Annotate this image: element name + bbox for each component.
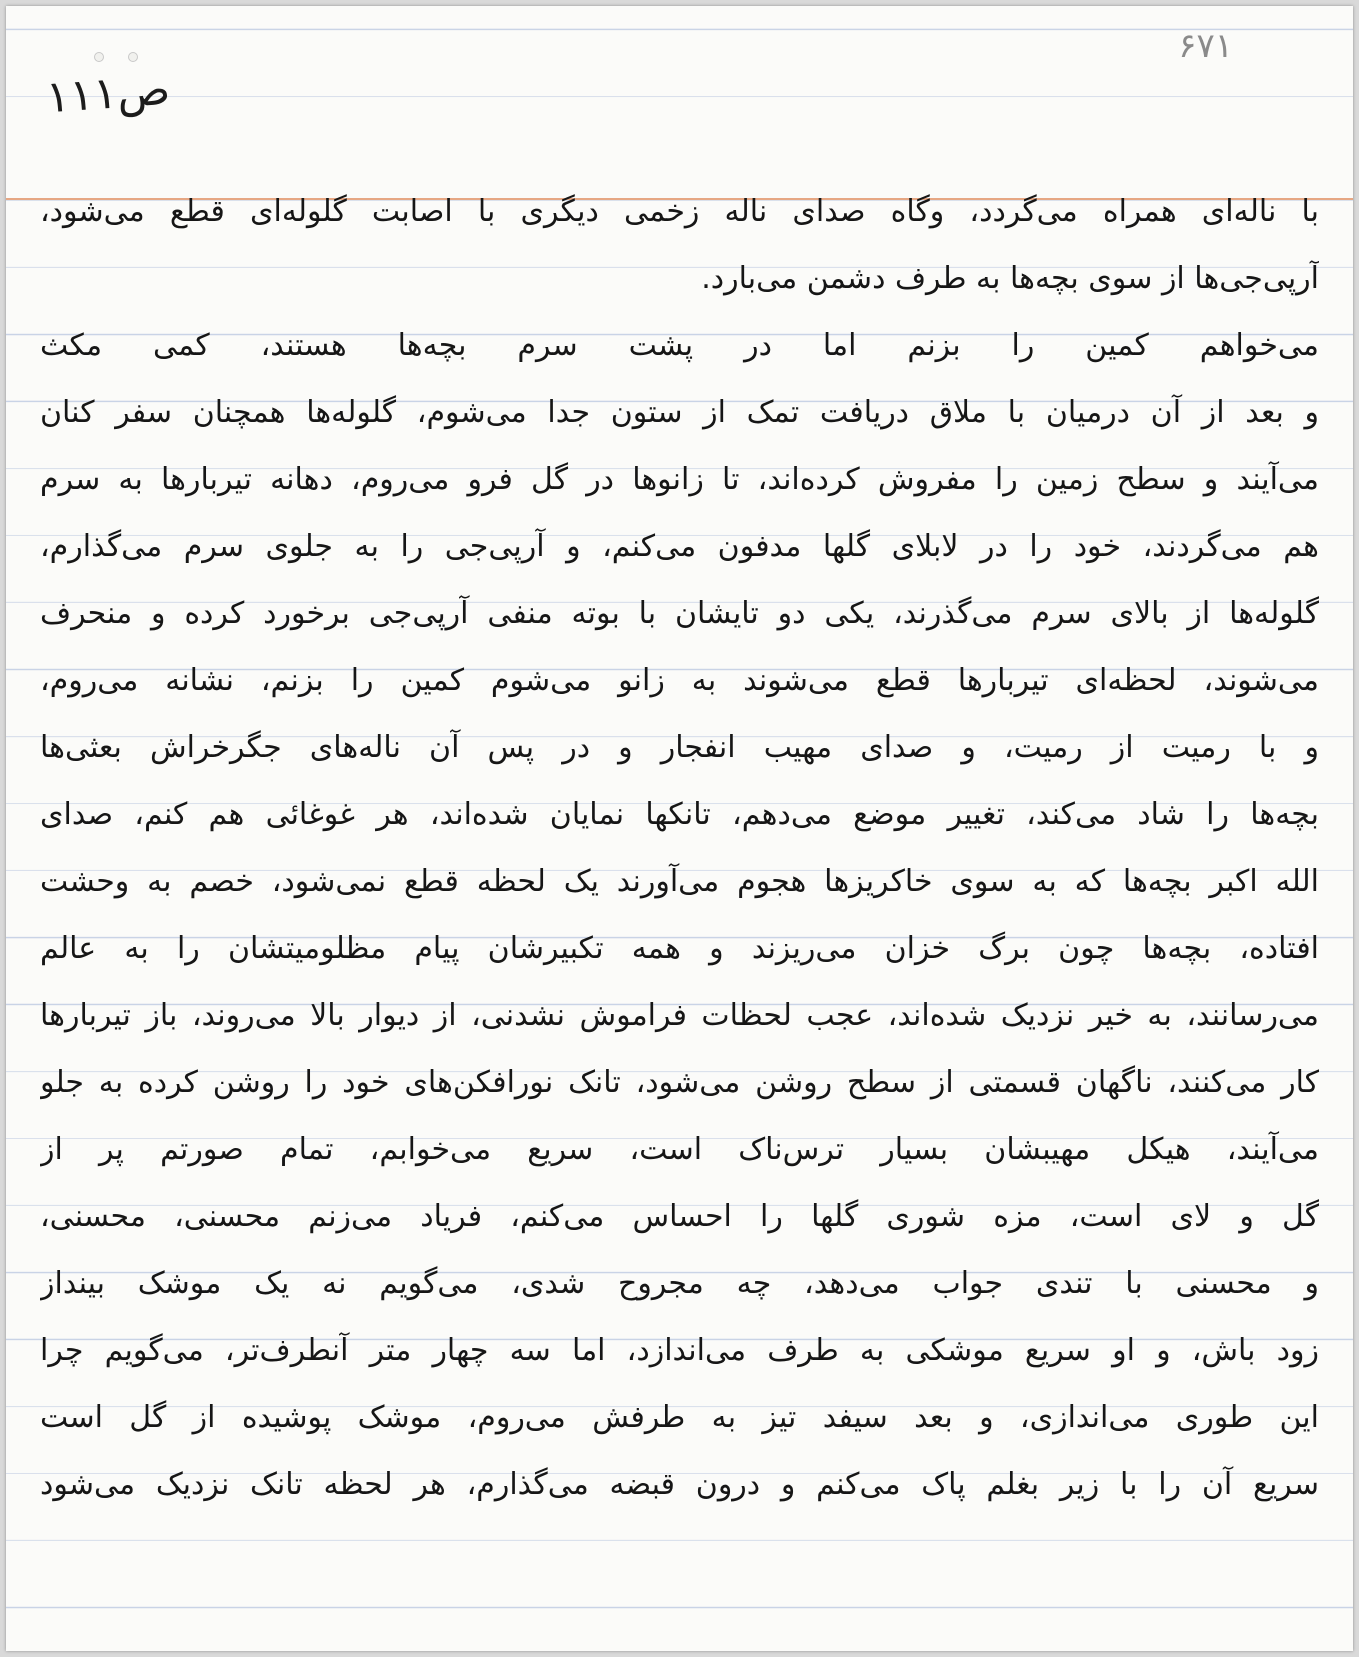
text-line: و محسنی با تندی جواب می‌دهد، چه مجروح شدی، می‌گویم نه یک موشک بینداز — [40, 1266, 1319, 1301]
punch-hole — [128, 52, 138, 62]
text-line: می‌آیند، هیکل مهیبشان بسیار ترس‌ناک است، سریع می‌خوابم، تمام صورتم پر از — [40, 1132, 1319, 1167]
text-line: با ناله‌ای همراه می‌گردد، وگاه صدای ناله زخمی دیگری با اصابت گلوله‌ای قطع می‌شود، — [40, 194, 1319, 229]
text-line: سریع آن را با زیر بغلم پاک می‌کنم و درون قبضه می‌گذارم، هر لحظه تانک نزدیک می‌شود — [40, 1467, 1319, 1502]
punch-hole — [94, 52, 104, 62]
notebook-page — [6, 6, 1353, 1651]
text-line: افتاده، بچه‌ها چون برگ خزان می‌ریزند و همه تکبیرشان پیام مظلومیتشان را به عالم — [40, 931, 1319, 966]
text-line: گلوله‌ها از بالای سرم می‌گذرند، یکی دو تایشان با بوته منفی آرپی‌جی برخورد کرده و منحرف — [40, 596, 1319, 631]
text-line: می‌آیند و سطح زمین را مفروش کرده‌اند، تا زانو‌ها در گل فرو می‌روم، دهانه تیربار‌ها به سرم — [40, 462, 1319, 497]
text-line: گل و لای است، مزه شوری گلها را احساس می‌کنم، فریاد می‌زنم محسنی، محسنی، — [40, 1199, 1319, 1234]
text-line: می‌خواهم کمین را بزنم اما در پشت سرم بچه‌ها هستند، کمی مکث — [40, 328, 1319, 363]
text-line: و با رمیت از رمیت، و صدای مهیب انفجار و در پس آن ناله‌های جگرخراش بعثی‌ها — [40, 730, 1319, 765]
text-line: و بعد از آن درمیان با ملاق دریافت تمک از ستون جدا می‌شوم، گلوله‌ها همچنان سفر کنان — [40, 395, 1319, 430]
text-line: بچه‌ها را شاد می‌کند، تغییر موضع می‌دهم، تانکها نمایان شده‌اند، هر غوغائی هم کنم، صدای — [40, 797, 1319, 832]
text-line: زود باش، و او سریع موشکی به طرف می‌اندازد، اما سه چهار متر آنطرف‌تر، می‌گویم چرا — [40, 1333, 1319, 1368]
text-line: الله اکبر بچه‌ها که به سوی خاکریز‌ها هجوم می‌آورند یک لحظه قطع نمی‌شود، خصم به وحشت — [40, 864, 1319, 899]
text-line: می‌شوند، لحظه‌ای تیربار‌ها قطع می‌شوند به زانو می‌شوم کمین را بزنم، نشانه می‌روم، — [40, 663, 1319, 698]
handwritten-text — [40, 178, 1319, 1518]
text-line: این طوری می‌اندازی، و بعد سیفد تیز به طرفش می‌روم، موشک پوشیده از گل است — [40, 1400, 1319, 1435]
text-line: هم می‌گردند، خود را در لابلای گلها مدفون می‌کنم، و آرپی‌جی را به جلوی سرم می‌گذارم، — [40, 529, 1319, 564]
page-number-right: ۶۷۱ — [1178, 26, 1233, 66]
text-line: آر‌پی‌جی‌ها از سوی بچه‌ها به طرف دشمن می‌بارد. — [701, 261, 1319, 296]
text-line: کار می‌کنند، ناگهان قسمتی از سطح روشن می‌شود، تانک نورافکن‌های خود را روشن کرده به جلو — [40, 1065, 1319, 1100]
page-number-left: ص۱۱۱ — [44, 63, 172, 124]
text-line: می‌رسانند، به خیر نزدیک شده‌اند، عجب لحظات فراموش نشدنی، از دیوار بالا می‌روند، باز تیربار‌ها — [40, 998, 1319, 1033]
